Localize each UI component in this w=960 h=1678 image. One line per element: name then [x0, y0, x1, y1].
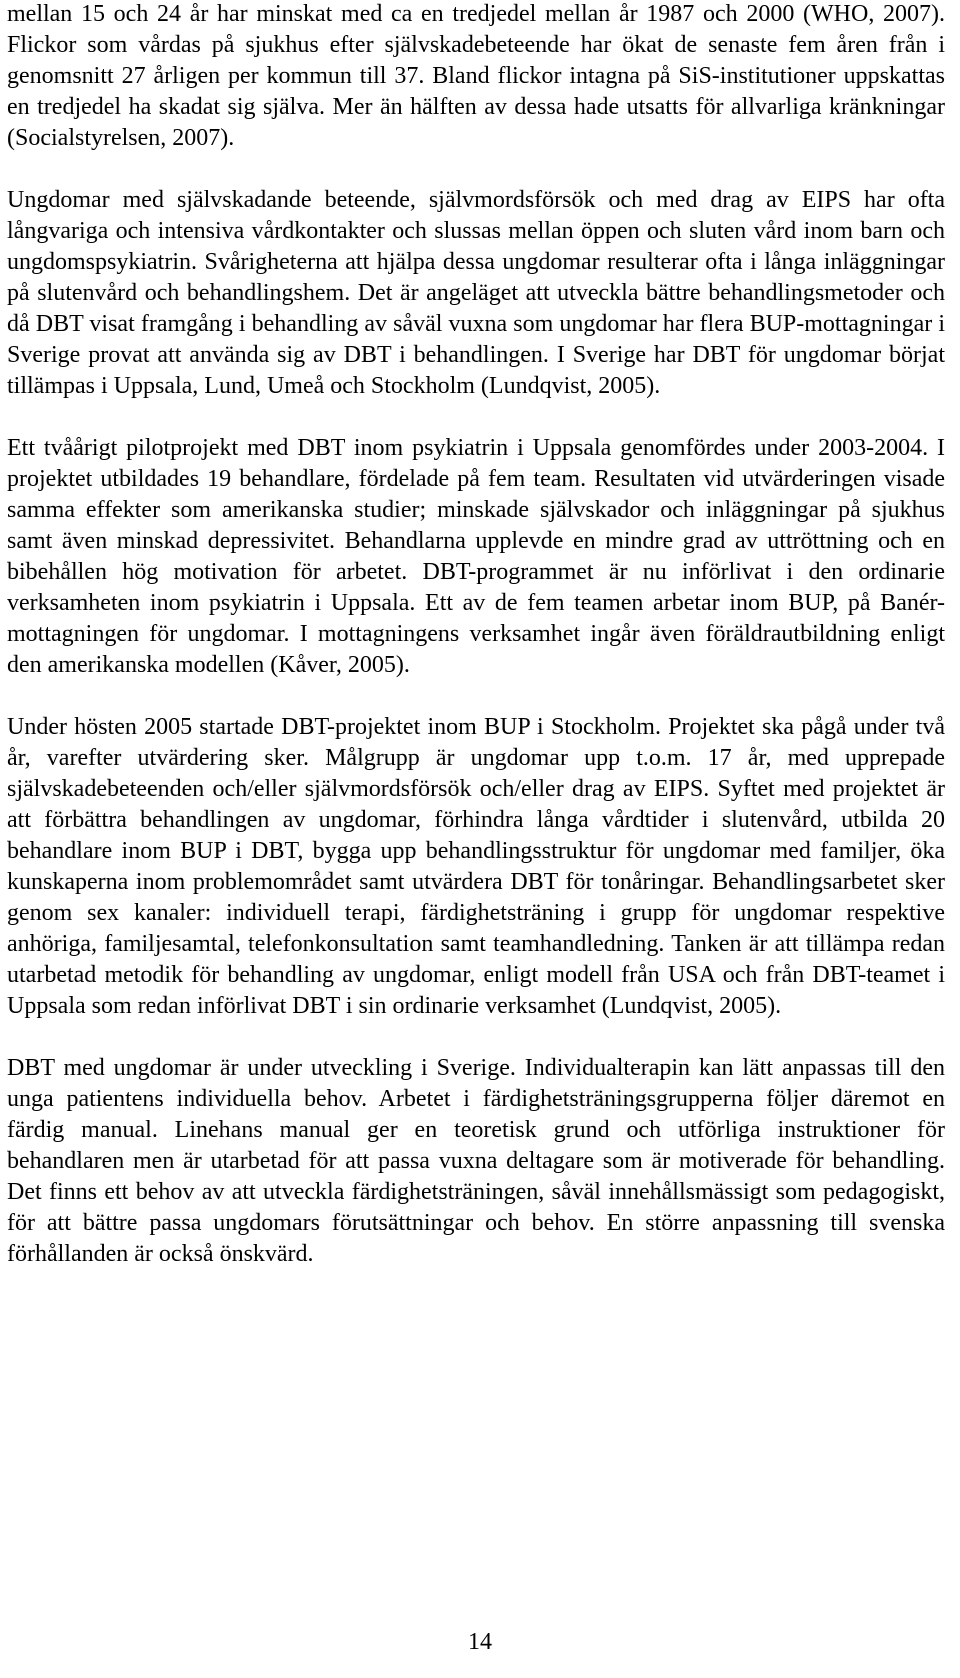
paragraph-4: Under hösten 2005 startade DBT-projektet inom BUP i Stockholm. Projektet ska pågå under två år, varefter utvärdering sker. Målgrupp är ungdomar upp t.o.m. 17 år, med upprepade självskadebeteenden och/eller självmordsförsök och/eller drag av EIPS. Syftet med projektet är att förbättra behandlingen av ungdomar, förhindra långa vårdtider i slutenvård, utbilda 20 behandlare inom BUP i DBT, bygga upp behandlingsstruktur för ungdomar med familjer, öka kunskaperna inom problemområdet samt utvärdera DBT för tonåringar. Behandlingsarbetet sker genom sex kanaler: individuell terapi, färdighetsträning i grupp för ungdomar respektive anhöriga, familjesamtal, telefonkonsultation samt teamhandledning. Tanken är att tillämpa redan utarbetad metodik för behandling av ungdomar, enligt modell från USA och från DBT-teamet i Uppsala som redan införlivat DBT i sin ordinarie verksamhet (Lundqvist, 2005).: [7, 714, 945, 1019]
paragraph-5: DBT med ungdomar är under utveckling i Sverige. Individualterapin kan lätt anpassas till den unga patientens individuella behov. Arbetet i färdighetsträningsgrupperna följer däremot en färdig manual. Linehans manual ger en teoretisk grund och utförliga instruktioner för behandlaren men är utarbetad för att passa vuxna deltagare som är motiverade för behandling. Det finns ett behov av att utveckla färdighetsträningen, såväl innehållsmässigt som pedagogiskt, för att bättre passa ungdomars förutsättningar och behov. En större anpassning till svenska förhållanden är också önskvärd.: [7, 1055, 945, 1267]
paragraph-2: Ungdomar med självskadande beteende, självmordsförsök och med drag av EIPS har ofta långvariga och intensiva vårdkontakter och slussas mellan öppen och sluten vård inom barn och ungdomspsykiatrin. Svårigheterna att hjälpa dessa ungdomar resulterar ofta i långa inläggningar på slutenvård och behandlingshem. Det är angeläget att utveckla bättre behandlingsmetoder och då DBT visat framgång i behandling av såväl vuxna som ungdomar har flera BUP-mottagningar i Sverige provat att använda sig av DBT i behandlingen. I Sverige har DBT för ungdomar börjat tillämpas i Uppsala, Lund, Umeå och Stockholm (Lundqvist, 2005).: [7, 187, 945, 399]
page-number: 14: [468, 1629, 492, 1655]
paragraph-1: mellan 15 och 24 år har minskat med ca en tredjedel mellan år 1987 och 2000 (WHO, 2007). Flickor som vårdas på sjukhus efter självskadebeteende har ökat de senaste fem åren från i genomsnitt 27 årligen per kommun till 37. Bland flickor intagna på SiS-institutioner uppskattas en tredjedel ha skadat sig själva. Mer än hälften av dessa hade utsatts för allvarliga kränkningar (Socialstyrelsen, 2007).: [7, 1, 945, 151]
page-body: [7, 0, 945, 1270]
paragraph-3: Ett tvåårigt pilotprojekt med DBT inom psykiatrin i Uppsala genomfördes under 2003-2004. I projektet utbildades 19 behandlare, fördelade på fem team. Resultaten vid utvärderingen visade samma effekter som amerikanska studier; minskade självskador och inläggningar på sjukhus samt även minskad depressivitet. Behandlarna upplevde en mindre grad av uttröttning och en bibehållen hög motivation för arbetet. DBT-programmet är nu införlivat i den ordinarie verksamheten inom psykiatrin i Uppsala. Ett av de fem teamen arbetar inom BUP, på Banér-mottagningen för ungdomar. I mottagningens verksamhet ingår även föräldrautbildning enligt den amerikanska modellen (Kåver, 2005).: [7, 435, 945, 678]
